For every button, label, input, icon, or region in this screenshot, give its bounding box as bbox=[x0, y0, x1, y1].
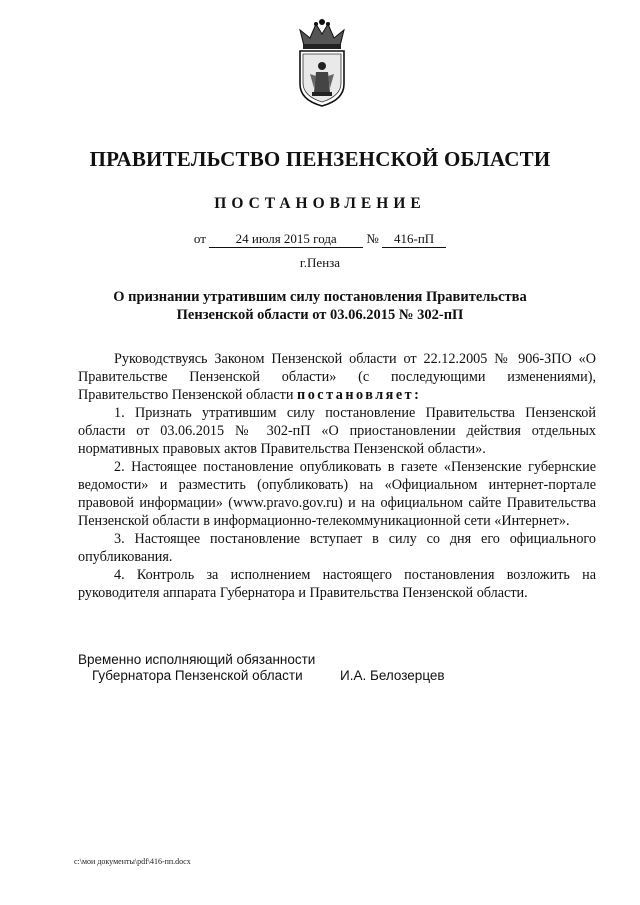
paragraph-2: 2. Настоящее постановление опубликовать в газете «Пензенские губернские ведомости» и разместить (опубликовать) на «Официальном интернет-портале правовой информации» (www.pravo.gov.ru) и на официальном сайте Правительства Пензенской области в информационно-телекоммуникационной сети «Интернет». bbox=[78, 459, 596, 529]
subject-line-2: Пензенской области от 03.06.2015 № 302-пП bbox=[176, 307, 464, 323]
decides-word: постановляет: bbox=[297, 387, 422, 403]
date-prefix: от bbox=[193, 231, 206, 246]
document-number: 416-пП bbox=[382, 231, 446, 248]
document-date: 24 июля 2015 года bbox=[209, 231, 363, 248]
paragraph-3: 3. Настоящее постановление вступает в силу со дня его официального опубликования. bbox=[78, 531, 596, 565]
document-subject bbox=[80, 288, 560, 324]
preamble-text: Руководствуясь Законом Пензенской области от 22.12.2005 № 906-ЗПО «О Правительстве Пензенской области» (с последующими изменениями), Правительство Пензенской области bbox=[78, 351, 596, 403]
number-prefix: № bbox=[366, 231, 379, 246]
file-path: c:\мои документы\pdf\416-пп.docx bbox=[74, 857, 191, 866]
government-title: ПРАВИТЕЛЬСТВО ПЕНЗЕНСКОЙ ОБЛАСТИ bbox=[89, 147, 551, 171]
paragraph-4: 4. Контроль за исполнением настоящего постановления возложить на руководителя аппарата Губернатора и Правительства Пензенской области. bbox=[78, 567, 596, 601]
city-name: г.Пенза bbox=[299, 255, 341, 270]
signatory-title-line-2: Губернатора Пензенской области bbox=[92, 668, 303, 683]
signatory-name: И.А. Белозерцев bbox=[340, 668, 445, 683]
subject-line-1: О признании утратившим силу постановления Правительства bbox=[113, 289, 527, 305]
coat-of-arms-emblem bbox=[290, 16, 354, 108]
preamble-paragraph bbox=[78, 350, 596, 404]
document-type: ПОСТАНОВЛЕНИЕ bbox=[214, 195, 426, 212]
date-number-line bbox=[0, 231, 640, 248]
paragraph-1: 1. Признать утратившим силу постановление Правительства Пензенской области от 03.06.2015 № 302-пП «О приостановлении действия отдельных нормативных правовых актов Правительства Пензенской области». bbox=[78, 405, 596, 457]
document-body bbox=[78, 350, 596, 602]
signatory-title-line-1: Временно исполняющий обязанности bbox=[78, 652, 316, 667]
